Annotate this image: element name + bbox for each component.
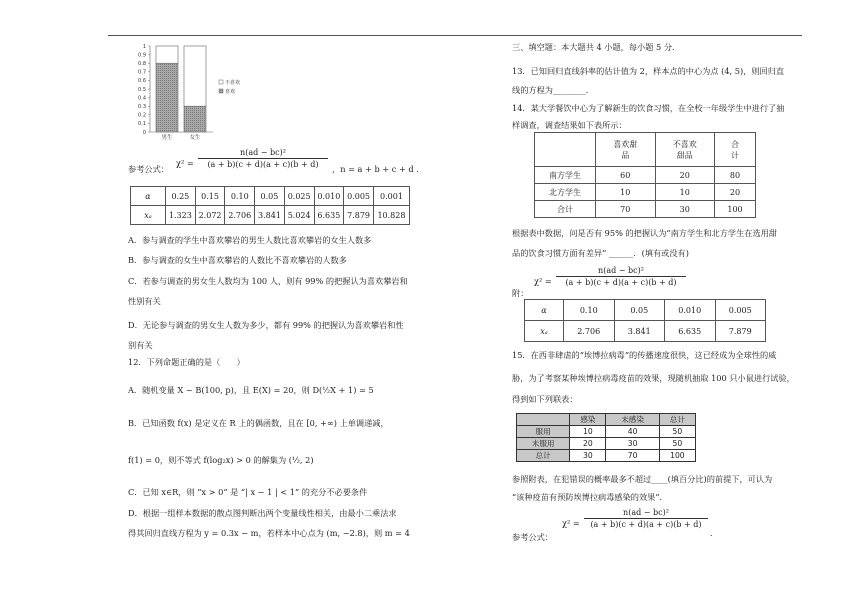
k-alpha: 0.025 bbox=[284, 187, 314, 206]
table-cell: 北方学生 bbox=[535, 184, 596, 201]
table-cell: 20 bbox=[570, 438, 606, 450]
k-x: 10.828 bbox=[373, 206, 409, 225]
attachment-label: 附： bbox=[512, 288, 529, 298]
q14-col-dislike-l1: 不喜欢 bbox=[672, 139, 697, 149]
q14-col-like-l1: 喜欢甜 bbox=[613, 139, 638, 149]
ref-formula-label-right: 参考公式： bbox=[512, 532, 553, 542]
table-cell: 30 bbox=[570, 450, 606, 462]
k-table-x-row bbox=[131, 206, 410, 225]
q13-line2: 线的方程为________． bbox=[512, 85, 594, 95]
y-tick-label: 0.3 bbox=[138, 104, 146, 110]
k-alpha: 0.15 bbox=[195, 187, 225, 206]
legend-label: 喜欢 bbox=[225, 89, 236, 95]
section-3-heading: 三、填空题：本大题共 4 小题，每小题 5 分． bbox=[512, 42, 681, 52]
k-x: 2.072 bbox=[195, 206, 225, 225]
q14-line1: 14．某大学餐饮中心为了解新生的饮食习惯，在全校一年级学生中进行了抽 bbox=[512, 103, 785, 113]
table-cell: 南方学生 bbox=[535, 167, 596, 184]
q11-option-d-line1: D．无论参与调查的男女生人数为多少，都有 99% 的把握认为喜欢攀岩和性 bbox=[128, 320, 404, 330]
table-cell: 40 bbox=[606, 426, 659, 438]
chi-lhs-right: χ² = bbox=[534, 276, 552, 286]
table-cell: 0.10 bbox=[564, 300, 615, 321]
chi-denominator-right-2: (a + b)(c + d)(a + c)(b + d) bbox=[590, 520, 702, 529]
k-alpha: 0.010 bbox=[314, 187, 344, 206]
k-x: 1.323 bbox=[166, 206, 196, 225]
table-cell: 服用 bbox=[517, 426, 570, 438]
q14-col-like-l2: 品 bbox=[621, 150, 630, 160]
table-cell: 0.005 bbox=[715, 300, 766, 321]
q15-line3: 得到如下列联表： bbox=[512, 394, 578, 404]
q12-option-c: C．已知 x∈R，则 “x > 0” 是 “| x − 1 | < 1” 的充分不必要条件 bbox=[128, 487, 368, 497]
table-cell: 合计 bbox=[535, 201, 596, 218]
x-tick-label: 女生 bbox=[189, 135, 201, 140]
legend-swatch bbox=[219, 89, 223, 93]
legend-swatch bbox=[219, 80, 223, 84]
q15-line5: “该种疫苗有预防埃博拉病毒感染的效果”． bbox=[512, 492, 668, 502]
table-cell bbox=[517, 414, 570, 426]
q12-option-d-line1: D．根据一组样本数据的散点图判断出两个变量线性相关，由最小二乘法求 bbox=[128, 508, 397, 518]
header-rule bbox=[108, 35, 802, 36]
k-table-alpha-row bbox=[131, 187, 410, 206]
table-cell: 感染 bbox=[570, 414, 606, 426]
q14-col-total-l1: 合 bbox=[731, 139, 739, 149]
table-cell: 20 bbox=[715, 184, 756, 201]
chi-lhs: χ² = bbox=[176, 158, 194, 168]
q14-line2: 样调查，调查结果如下表所示： bbox=[512, 120, 627, 130]
table-cell: 10 bbox=[570, 426, 606, 438]
chi-fraction bbox=[198, 148, 328, 169]
k-alpha: 0.10 bbox=[225, 187, 255, 206]
q11-option-a: A．参与调查的学生中喜欢攀岩的男生人数比喜欢攀岩的女生人数多 bbox=[128, 235, 372, 245]
q15-table bbox=[516, 413, 696, 462]
k-alpha: 0.05 bbox=[255, 187, 285, 206]
k-alpha: 0.005 bbox=[344, 187, 374, 206]
table-cell: 100 bbox=[659, 450, 695, 462]
y-tick-label: 0.7 bbox=[138, 69, 146, 76]
legend-label: 不喜欢 bbox=[225, 80, 241, 86]
q13-line1: 13．已知回归直线斜率的估计值为 2，样本点的中心为点 (4, 5)，则回归直 bbox=[512, 66, 785, 76]
y-tick-label: 0.8 bbox=[138, 61, 146, 67]
bar-dislike bbox=[184, 46, 206, 106]
bar-like bbox=[156, 63, 178, 132]
q14-k-table bbox=[524, 299, 766, 342]
chi-numerator-right: n(ad − bc)² bbox=[556, 266, 686, 277]
q15-line1: 15．在西非肆虐的“埃博拉病毒”的传播速度很快，这已经成为全球性的威 bbox=[512, 350, 777, 360]
table-cell: 70 bbox=[596, 201, 656, 218]
q14-line4: 品的饮食习惯方面有差异” ______．(填有或没有) bbox=[512, 248, 689, 258]
table-row bbox=[525, 300, 766, 321]
k-x: 3.841 bbox=[255, 206, 285, 225]
table-cell: 未感染 bbox=[606, 414, 659, 426]
q12-option-d-line2: 得其回归直线方程为 y = 0.3x − m，若样本中心点为 (m, −2.8)，则 m = 4 bbox=[128, 528, 410, 538]
y-tick-label: 0.1 bbox=[138, 121, 146, 128]
q11-option-c-line1: C．若参与调查的男女生人数均为 100 人，则有 99% 的把握认为喜欢攀岩和 bbox=[128, 276, 408, 286]
q14-col-dislike-l2: 甜品 bbox=[676, 150, 693, 160]
q15-line2: 胁，为了考察某种埃博拉病毒疫苗的效果，现随机抽取 100 只小鼠进行试验， bbox=[512, 373, 795, 383]
table-cell: 70 bbox=[606, 450, 659, 462]
bar-dislike bbox=[156, 46, 178, 63]
q12-stem: 12．下列命题正确的是（ ） bbox=[128, 357, 245, 367]
chi-numerator-right-2: n(ad − bc)² bbox=[584, 508, 708, 519]
y-tick-label: 0.9 bbox=[138, 52, 146, 59]
table-row bbox=[525, 321, 766, 342]
q12-option-a: A．随机变量 X ~ B(100, p)，且 E(X) = 20，则 D(½X + 1) = 5 bbox=[128, 385, 374, 395]
k-alpha: 0.25 bbox=[166, 187, 196, 206]
q14-col-total bbox=[715, 133, 756, 167]
q12-option-b-line1: B．已知函数 f(x) 是定义在 R 上的偶函数，且在 [0, +∞) 上单调递减， bbox=[128, 418, 389, 428]
table-cell: 50 bbox=[659, 426, 695, 438]
chi-fraction-right-2 bbox=[584, 508, 708, 529]
table-cell: 100 bbox=[715, 201, 756, 218]
table-cell: 60 bbox=[596, 167, 656, 184]
q14-corner-cell bbox=[535, 133, 596, 167]
k-x: 2.706 bbox=[225, 206, 255, 225]
q14-table bbox=[534, 132, 756, 218]
y-tick-label: 0.5 bbox=[138, 86, 146, 93]
table-cell: 10 bbox=[596, 184, 656, 201]
table-cell: α bbox=[525, 300, 564, 321]
table-row bbox=[517, 438, 696, 450]
stacked-bar-chart bbox=[130, 40, 250, 140]
k-x: 5.024 bbox=[284, 206, 314, 225]
q11-option-d-line2: 别有关 bbox=[128, 340, 153, 350]
y-tick-label: 0 bbox=[142, 129, 146, 136]
table-cell: 未服用 bbox=[517, 438, 570, 450]
table-cell: 30 bbox=[606, 438, 659, 450]
table-row bbox=[535, 167, 756, 184]
ref-formula-label: 参考公式： bbox=[128, 164, 169, 174]
k-alpha: 0.001 bbox=[373, 187, 409, 206]
chi-denominator-right: (a + b)(c + d)(a + c)(b + d) bbox=[565, 278, 677, 287]
table-cell: 0.05 bbox=[614, 300, 665, 321]
table-cell: 2.706 bbox=[564, 321, 615, 342]
chi-tail-right: ． bbox=[710, 528, 719, 538]
chi-denominator: (a + b)(c + d)(a + c)(b + d) bbox=[207, 160, 319, 169]
chi-numerator: n(ad − bc)² bbox=[198, 148, 328, 159]
table-cell: 3.841 bbox=[614, 321, 665, 342]
table-cell: 80 bbox=[715, 167, 756, 184]
y-tick-label: 0.2 bbox=[138, 112, 146, 119]
y-tick-label: 1 bbox=[142, 43, 146, 50]
q14-table-header bbox=[535, 133, 756, 167]
table-row bbox=[517, 426, 696, 438]
table-row bbox=[517, 450, 696, 462]
table-row bbox=[535, 184, 756, 201]
q12-option-b-line2: f(1) = 0，则不等式 f(log₂x) > 0 的解集为 (½, 2) bbox=[128, 455, 314, 465]
table-cell: xₐ bbox=[525, 321, 564, 342]
table-cell: 总计 bbox=[517, 450, 570, 462]
table-row bbox=[535, 201, 756, 218]
k-table bbox=[130, 186, 410, 225]
table-cell: 6.635 bbox=[665, 321, 716, 342]
q14-col-like bbox=[596, 133, 656, 167]
chi-lhs-right-2: χ² = bbox=[562, 518, 580, 528]
table-cell: 总计 bbox=[659, 414, 695, 426]
table-cell: 0.010 bbox=[665, 300, 716, 321]
q14-col-total-l2: 计 bbox=[731, 150, 739, 160]
q11-option-b: B．参与调查的女生中喜欢攀岩的人数比不喜欢攀岩的人数多 bbox=[128, 255, 347, 265]
table-cell: 30 bbox=[655, 201, 715, 218]
q11-option-c-line2: 性别有关 bbox=[128, 296, 161, 306]
x-tick-label: 男生 bbox=[161, 135, 173, 140]
table-cell: 20 bbox=[655, 167, 715, 184]
y-tick-label: 0.6 bbox=[138, 78, 146, 85]
chi-fraction-right bbox=[556, 266, 686, 287]
k-x-header: xₐ bbox=[131, 206, 166, 225]
chi-tail: ，n = a + b + c + d . bbox=[332, 164, 419, 174]
q14-line3: 根据表中数据，问是否有 95% 的把握认为“南方学生和北方学生在选用甜 bbox=[512, 228, 778, 238]
q15-line4: 参照附表，在犯错误的概率最多不超过____(填百分比)的前提下，可认为 bbox=[512, 474, 773, 484]
k-x: 7.879 bbox=[344, 206, 374, 225]
q14-col-dislike bbox=[655, 133, 715, 167]
table-row bbox=[517, 414, 696, 426]
k-x: 6.635 bbox=[314, 206, 344, 225]
table-cell: 7.879 bbox=[715, 321, 766, 342]
table-cell: 50 bbox=[659, 438, 695, 450]
k-alpha-header: α bbox=[131, 187, 166, 206]
bar-like bbox=[184, 106, 206, 132]
table-cell: 10 bbox=[655, 184, 715, 201]
y-tick-label: 0.4 bbox=[138, 95, 146, 102]
